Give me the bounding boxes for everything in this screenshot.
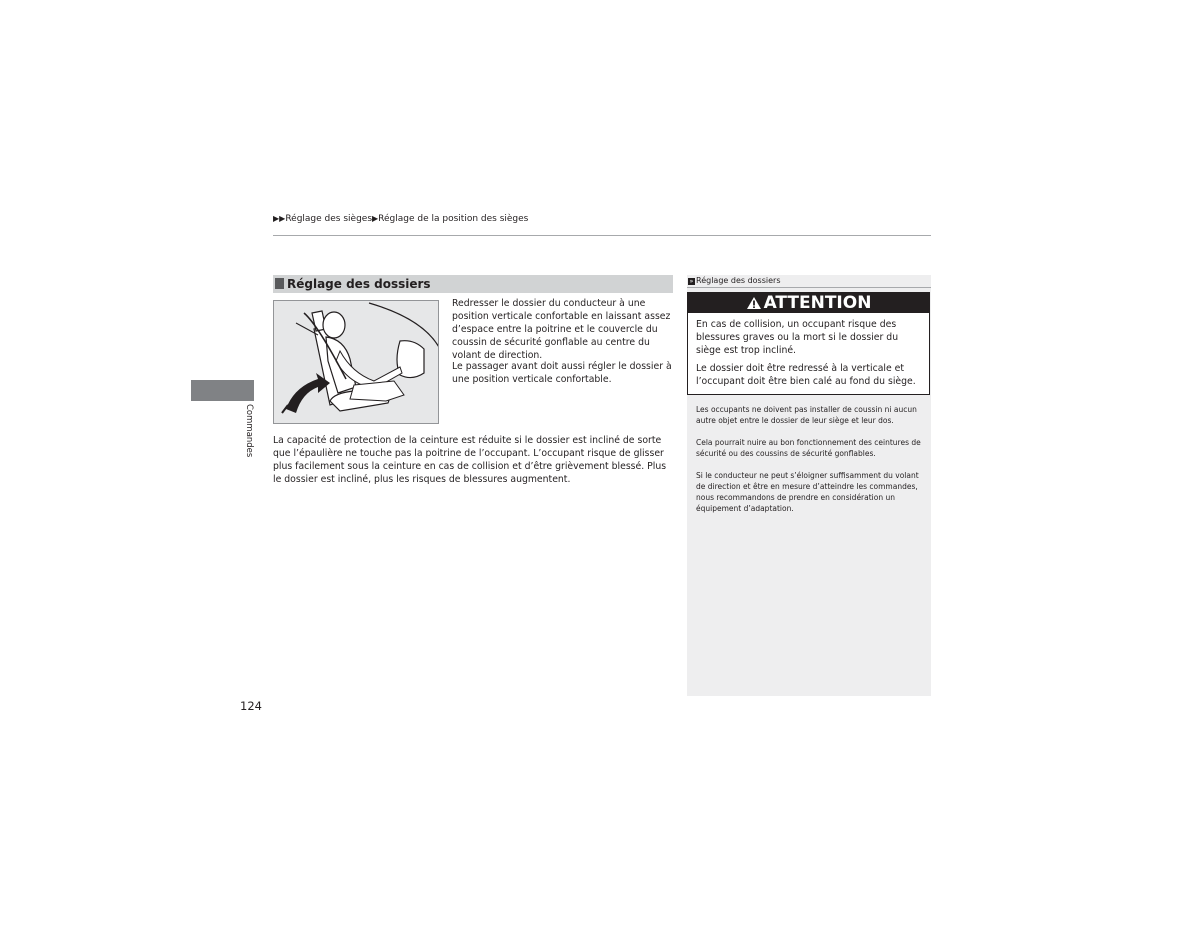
section-title: Réglage des dossiers [287,277,431,291]
panel-reference [688,275,781,286]
panel-reference-label: Réglage des dossiers [696,276,781,285]
page-number: 124 [240,699,262,713]
warning-title: ATTENTION [763,293,872,313]
reference-arrow-icon: » [689,278,694,285]
breadcrumb [273,214,528,224]
seat-backrest-illustration [273,300,439,424]
body-paragraph-1: Redresser le dossier du conducteur à une position verticale confortable en laissant assez d’espace entre la poitrine et le couvercle du coussin de sécurité gonflable au centre du volant de direction. [452,298,671,361]
breadcrumb-arrow-icon: ▶▶ [273,214,286,223]
warning-paragraph-1: En cas de collision, un occupant risque des blessures graves ou la mort si le dossier du siège est trop incliné. [696,319,899,356]
warning-paragraph-2: Le dossier doit être redressé à la verticale et l’occupant doit être bien calé au fond du siège. [696,363,916,387]
note-paragraph: Les occupants ne doivent pas installer de coussin ni aucun autre objet entre le dossier de leur siège et leur dos. [696,405,917,425]
breadcrumb-section[interactable]: Réglage des sièges [285,214,373,224]
note-paragraph: Si le conducteur ne peut s’éloigner suffisamment du volant de direction et être en mesure d’atteindre les commandes, nous recommandons de prendre en considération un équipement d’adaptation. [696,471,919,513]
section-bullet-icon [275,278,284,289]
panel-divider [687,287,931,288]
seat-backrest-adjustment-illustration-icon [274,301,439,424]
warning-triangle-icon [746,296,762,310]
breadcrumb-separator-icon: ▶ [372,214,379,223]
chapter-tab [191,380,254,401]
warning-header [688,293,929,313]
note-paragraph: Cela pourrait nuire au bon fonctionnement des ceintures de sécurité ou des coussins de sécurité gonflables. [696,438,921,458]
chapter-tab-label: Commandes [244,404,254,458]
breadcrumb-subsection[interactable]: Réglage de la position des sièges [378,214,529,224]
header-divider [273,235,931,236]
body-paragraph-2: Le passager avant doit aussi régler le dossier à une position verticale confortable. [452,361,672,385]
body-paragraph-3: La capacité de protection de la ceinture est réduite si le dossier est incliné de sorte que l’épaulière ne touche pas la poitrine de l’occupant. L’occupant risque de glisser plus facilement sous la ceinture en cas de collision et d’être grièvement blessé. Plus le dossier est incliné, plus les risques de blessures augmentent. [273,435,667,485]
